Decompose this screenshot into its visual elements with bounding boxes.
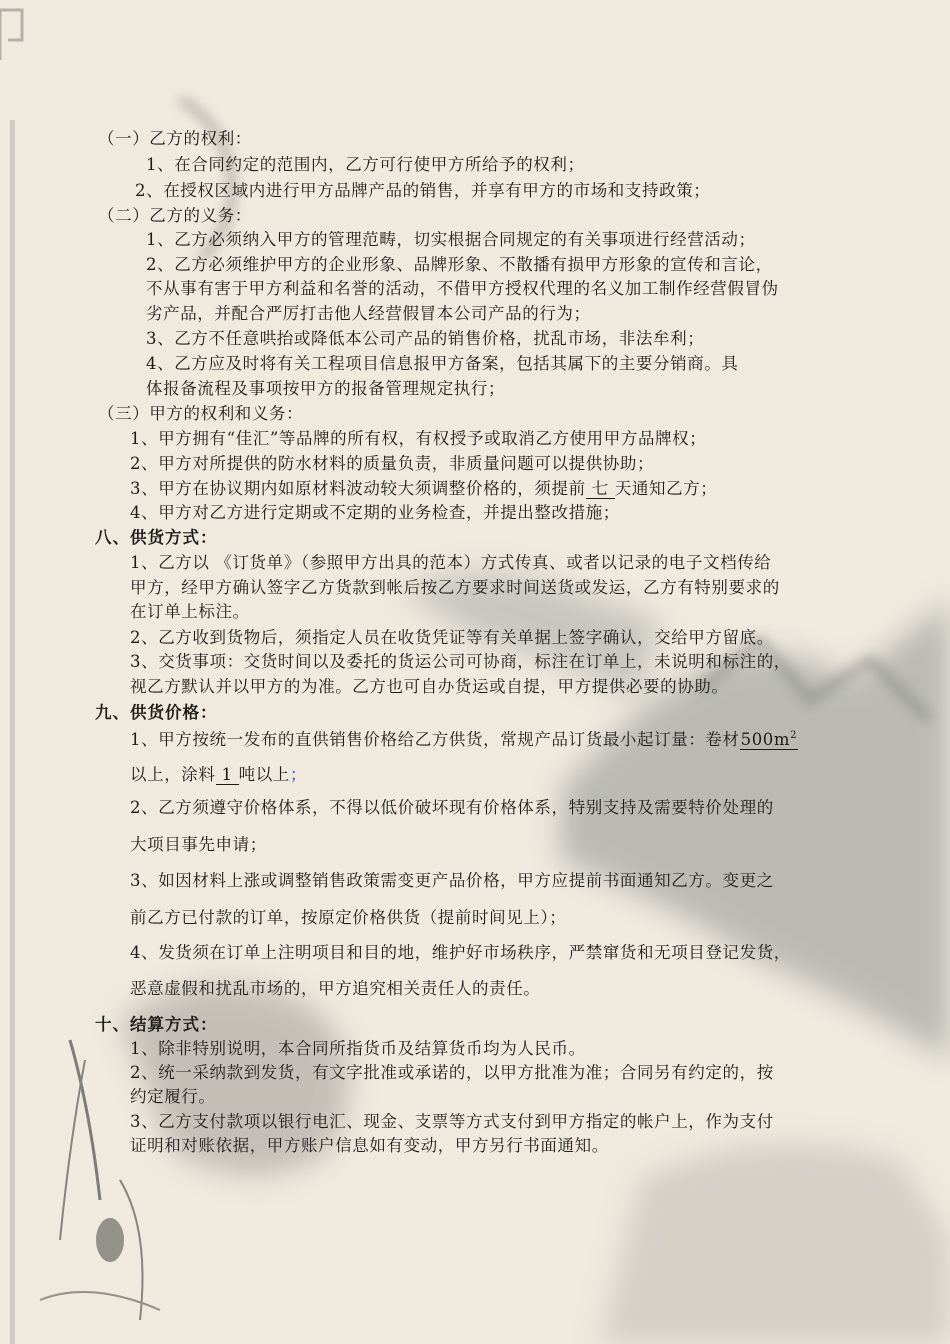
clause-text: 3、乙方不任意哄抬或降低本公司产品的销售价格，扰乱市场，非法牟利； [146, 329, 705, 348]
clause-text: 1、乙方必须纳入甲方的管理范畴，切实根据合同规定的有关事项进行经营活动； [146, 230, 756, 249]
clause-text: 大项目事先申请； [130, 835, 267, 854]
clause-text: 2、甲方对所提供的防水材料的质量负责，非质量问题可以提供协助； [130, 454, 655, 473]
clause-text: 3、甲方在协议期内如原材料波动较大须调整价格的，须提前 七 天通知乙方； [130, 479, 718, 498]
clause-text: 2、乙方必须维护甲方的企业形象、品牌形象、不散播有损甲方形象的宣传和言论， [146, 255, 773, 274]
article-heading-supply-price: 九、供货价格： [95, 703, 218, 722]
clause-text: 证明和对账依据，甲方账户信息如有变动，甲方另行书面通知。 [130, 1136, 609, 1155]
clause-text: 3、交货事项：交货时间以及委托的货运公司可协商，标注在订单上，未说明和标注的， [130, 652, 791, 671]
clause-text: 4、发货须在订单上注明项目和目的地，维护好市场秩序，严禁窜货和无项目登记发货， [130, 943, 791, 962]
clause-text: 2、统一采纳款到发货，有文字批准或承诺的，以甲方批准为准；合同另有约定的，按 [130, 1063, 774, 1082]
clause-text: 2、在授权区域内进行甲方品牌产品的销售，并享有甲方的市场和支持政策； [135, 181, 711, 200]
clause-text: 4、甲方对乙方进行定期或不定期的业务检查，并提出整改措施； [130, 503, 620, 522]
clause-text: 4、乙方应及时将有关工程项目信息报甲方备案，包括其属下的主要分销商。具 [146, 354, 739, 373]
clause-text: 以上，涂料 1 吨以上； [130, 765, 308, 784]
clause-text: 不从事有害于甲方利益和名誉的活动，不借甲方授权代理的名义加工制作经营假冒伪 [146, 279, 779, 298]
clause-text: 甲方，经甲方确认签字乙方货款到帐后按乙方要求时间送货或发运，乙方有特别要求的 [130, 578, 780, 597]
section-heading-party-b-duties: （二）乙方的义务： [98, 206, 252, 225]
clause-text: 1、乙方以 《订货单》（参照甲方出具的范本）方式传真、或者以记录的电子文档传给 [130, 553, 772, 572]
clause-text: 1、除非特别说明，本合同所指货币及结算货币均为人民币。 [130, 1039, 586, 1058]
clause-text: 1、甲方拥有“佳汇”等品牌的所有权，有权授予或取消乙方使用甲方品牌权； [130, 429, 707, 448]
clause-text: 3、如因材料上涨或调整销售政策需变更产品价格，甲方应提前书面通知乙方。变更之 [130, 871, 774, 890]
clause-text: 约定履行。 [130, 1087, 216, 1106]
clause-text: 前乙方已付款的订单，按原定价格供货（提前时间见上）； [130, 908, 567, 927]
clause-text: 视乙方默认并以甲方的为准。乙方也可自办货运或自提，甲方提供必要的协助。 [130, 677, 729, 696]
clause-text: 1、在合同约定的范围内，乙方可行使甲方所给予的权利； [146, 155, 585, 174]
filled-blank: 七 [586, 480, 615, 499]
article-heading-supply-method: 八、供货方式： [95, 528, 218, 547]
clause-text: 2、乙方须遵守价格体系，不得以低价破坏现有价格体系，特别支持及需要特价处理的 [130, 798, 774, 817]
clause-text: 3、乙方支付款项以银行电汇、现金、支票等方式支付到甲方指定的帐户上，作为支付 [130, 1112, 774, 1131]
clause-text: 2、乙方收到货物后，须指定人员在收货凭证等有关单据上签字确认，交给甲方留底。 [130, 628, 774, 647]
clause-text: 体报备流程及事项按甲方的报备管理规定执行； [146, 379, 506, 398]
section-heading-party-b-rights: （一）乙方的权利： [98, 129, 252, 148]
filled-blank: $500m^2$ [740, 727, 799, 750]
clause-text: 在订单上标注。 [130, 602, 250, 621]
filled-blank: 1 [216, 766, 239, 785]
article-heading-settlement: 十、结算方式： [95, 1015, 218, 1034]
section-heading-party-a-rights: （三）甲方的权利和义务： [98, 404, 304, 423]
clause-text: 恶意虚假和扰乱市场的，甲方追究相关责任人的责任。 [130, 979, 541, 998]
clause-text: 劣产品，并配合严厉打击他人经营假冒本公司产品的行为； [146, 304, 591, 323]
clause-text: 1、甲方按统一发布的直供销售价格给乙方供货，常规产品订货最小起订量：卷材$500m^2$ [130, 727, 798, 750]
